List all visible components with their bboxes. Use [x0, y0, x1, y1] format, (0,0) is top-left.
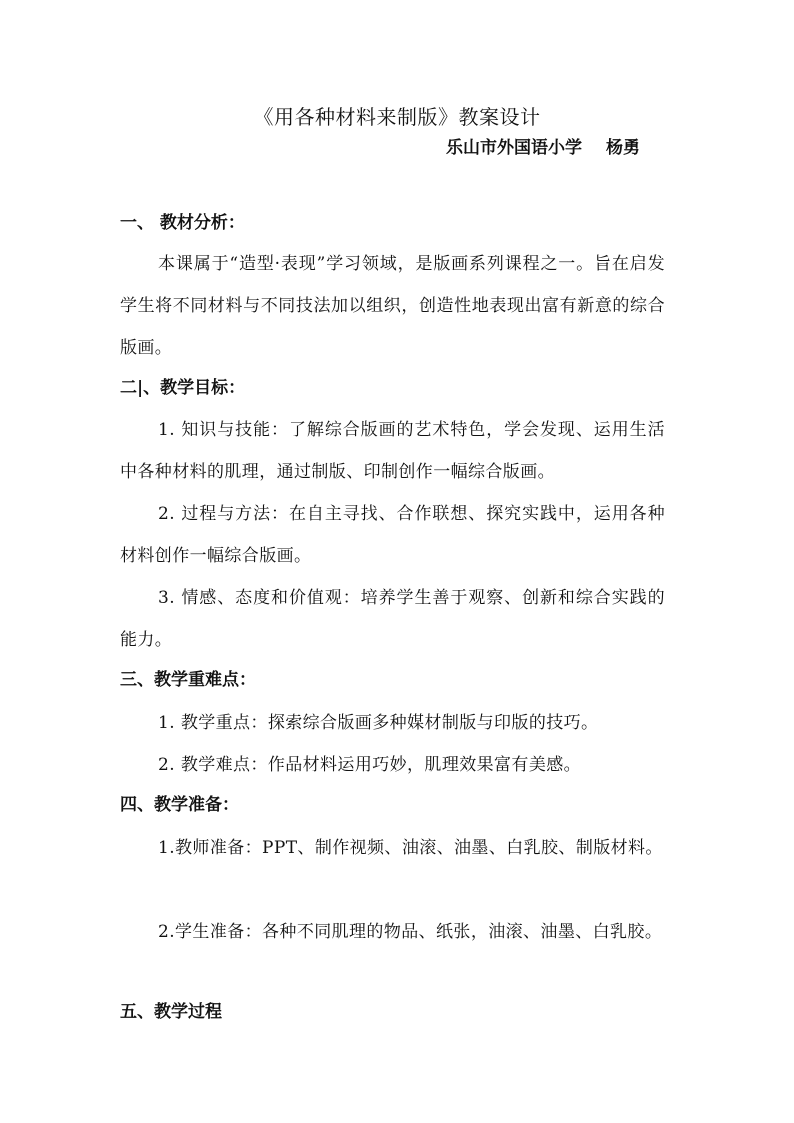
section-3-item-2: 2. 教学难点：作品材料运用巧妙，肌理效果富有美感。 [158, 755, 582, 775]
section-4-item-2: 2.学生准备：各种不同肌理的物品、纸张，油滚、油墨、白乳胶。 [158, 922, 663, 942]
section-2-item-1: 1. 知识与技能：了解综合版画的艺术特色，学会发现、运用生活中各种材料的肌理，通过制版、印制创作一幅综合版画。 [120, 420, 665, 482]
section-3-item-1: 1. 教学重点：探索综合版画多种媒材制版与印版的技巧。 [158, 713, 599, 733]
section-heading-2: 二|、教学目标： [120, 378, 246, 398]
section-2-item-3: 3. 情感、态度和价值观：培养学生善于观察、创新和综合实践的能力。 [120, 588, 665, 650]
section-1-paragraph: 本课属于“造型·表现”学习领域，是版画系列课程之一。旨在启发学生将不同材料与不同技法加以组织，创造性地表现出富有新意的综合版画。 [120, 254, 665, 358]
section-heading-1: 一、 教材分析： [120, 213, 245, 233]
author-name: 杨勇 [606, 138, 640, 158]
section-heading-5: 五、教学过程 [120, 1002, 222, 1022]
school-name: 乐山市外国语小学 [446, 138, 582, 158]
section-4-item-1: 1.教师准备：PPT、制作视频、油滚、油墨、白乳胶、制版材料。 [158, 838, 663, 858]
section-heading-4: 四、教学准备： [120, 795, 239, 815]
document-title: 《用各种材料来制版》教案设计 [253, 105, 541, 129]
author-line [446, 137, 640, 159]
section-heading-3: 三、教学重难点： [120, 670, 256, 690]
section-2-item-2: 2. 过程与方法：在自主寻找、合作联想、探究实践中，运用各种材料创作一幅综合版画。 [120, 504, 665, 566]
